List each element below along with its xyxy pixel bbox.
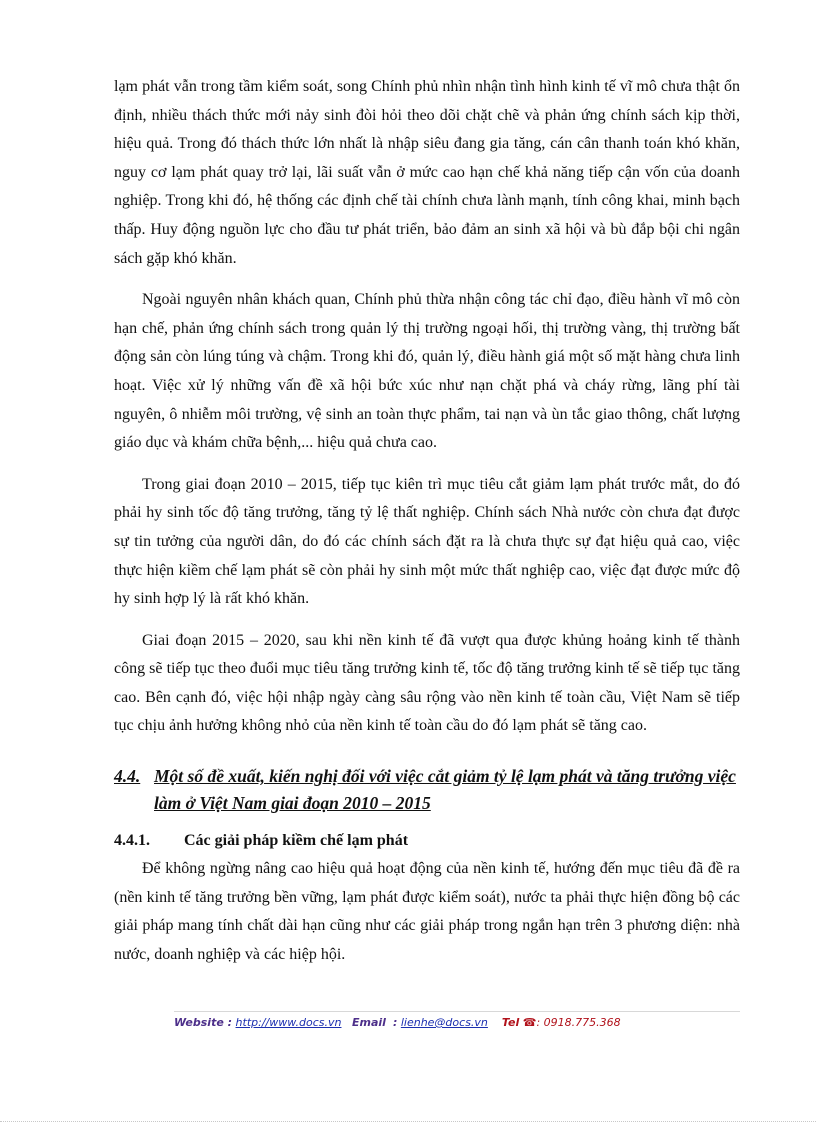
email-separator: : bbox=[392, 1016, 398, 1029]
page-body bbox=[114, 73, 740, 969]
paragraph-2: Ngoài nguyên nhân khách quan, Chính phủ thừa nhận công tác chỉ đạo, điều hành vĩ mô còn hạn chế, phản ứng chính sách trong quản lý thị trường ngoại hối, thị trường vàng, thị trường bất động sản còn lúng túng và chậm. Trong khi đó, quản lý, điều hành giá một số mặt hàng chưa linh hoạt. Việc xử lý những vấn đề xã hội bức xúc như nạn chặt phá và cháy rừng, lãng phí tài nguyên, ô nhiễm môi trường, vệ sinh an toàn thực phẩm, tai nạn và ùn tắc giao thông, chất lượng giáo dục và khám chữa bệnh,... hiệu quả chưa cao. bbox=[114, 291, 740, 452]
email-label: Email bbox=[351, 1016, 386, 1029]
paragraph-5: Để không ngừng nâng cao hiệu quả hoạt động của nền kinh tế, hướng đến mục tiêu đã đề ra (nền kinh tế tăng trưởng bền vững, lạm phát được kiểm soát), nước ta phải thực hiện đồng bộ các giải pháp mang tính chất dài hạn cũng như các giải pháp trong ngắn hạn trên 3 phương diện: nhà nước, doanh nghiệp và các hiệp hội. bbox=[114, 860, 740, 963]
section-heading bbox=[114, 763, 740, 817]
email-link[interactable]: lienhe@docs.vn bbox=[400, 1016, 488, 1029]
paragraph-4: Giai đoạn 2015 – 2020, sau khi nền kinh tế đã vượt qua được khủng hoảng kinh tế thành công sẽ tiếp tục theo đuổi mục tiêu tăng trưởng kinh tế, tốc độ tăng trưởng kinh tế sẽ tiếp tục tăng cao. Bên cạnh đó, việc hội nhập ngày càng sâu rộng vào nền kinh tế toàn cầu, Việt Nam sẽ tiếp tục chịu ảnh hưởng không nhỏ của nền kinh tế toàn cầu do đó lạm phát sẽ tăng cao. bbox=[114, 631, 740, 735]
section-title: Một số đề xuất, kiến nghị đối với việc cắt giảm tỷ lệ lạm phát và tăng trưởng việc làm ở Việt Nam giai đoạn 2010 – 2015 bbox=[154, 766, 736, 814]
subsection-title: Các giải pháp kiềm chế lạm phát bbox=[184, 832, 409, 850]
subsection-heading bbox=[114, 829, 740, 853]
telephone-icon: ☎ bbox=[522, 1016, 537, 1029]
phone-number: : 0918.775.368 bbox=[536, 1016, 621, 1029]
subsection-number: 4.4.1. bbox=[114, 832, 150, 850]
website-link[interactable]: http://www.docs.vn bbox=[235, 1016, 342, 1029]
tel-label: Tel bbox=[501, 1016, 520, 1029]
section-number: 4.4. bbox=[114, 766, 141, 787]
website-label: Website : bbox=[174, 1016, 233, 1029]
paragraph-3: Trong giai đoạn 2010 – 2015, tiếp tục kiên trì mục tiêu cắt giảm lạm phát trước mắt, do đó phải hy sinh tốc độ tăng trưởng, tăng tỷ lệ thất nghiệp. Chính sách Nhà nước còn chưa đạt được sự tin tưởng của người dân, do đó các chính sách đặt ra là chưa thực sự đạt hiệu quả cao, việc thực hiện kiềm chế lạm phát sẽ còn phải hy sinh một mức thất nghiệp cao, việc đạt được mức độ hy sinh hợp lý là rất khó khăn. bbox=[114, 475, 740, 608]
page-footer bbox=[174, 1011, 740, 1029]
paragraph-1: lạm phát vẫn trong tầm kiểm soát, song Chính phủ nhìn nhận tình hình kinh tế vĩ mô chưa thật ổn định, nhiều thách thức mới nảy sinh đòi hỏi theo dõi chặt chẽ và phản ứng chính sách kịp thời, hiệu quả. Trong đó thách thức lớn nhất là nhập siêu đang gia tăng, cán cân thanh toán khó khăn, nguy cơ lạm phát quay trở lại, lãi suất vẫn ở mức cao hạn chế khả năng tiếp cận vốn của doanh nghiệp. Trong khi đó, hệ thống các định chế tài chính chưa lành mạnh, tính công khai, minh bạch thấp. Huy động nguồn lực cho đầu tư phát triển, bảo đảm an sinh xã hội và bù đắp bội chi ngân sách gặp khó khăn. bbox=[114, 78, 740, 267]
page-bottom-divider bbox=[0, 1121, 816, 1122]
